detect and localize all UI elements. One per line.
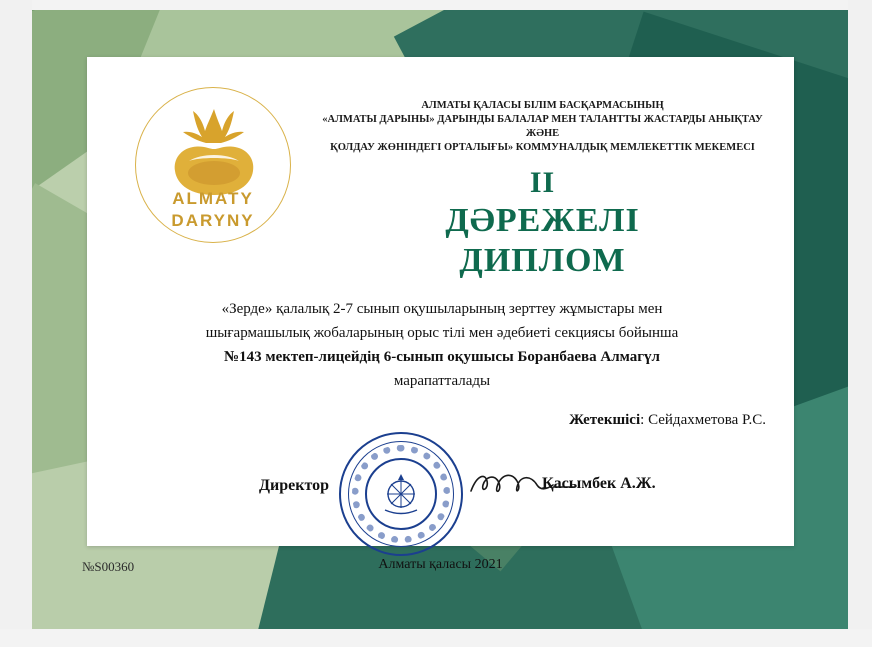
page-margin-top bbox=[0, 0, 872, 10]
almaty-daryny-logo bbox=[115, 87, 311, 262]
organization-header bbox=[315, 99, 770, 155]
diploma-body bbox=[147, 297, 737, 393]
serial-number: №S00360 bbox=[82, 559, 135, 574]
diploma-title bbox=[315, 165, 770, 281]
page-margin-right bbox=[848, 0, 872, 647]
page-margin-left bbox=[0, 0, 32, 647]
org-line-3: ҚОЛДАУ ЖӨНІНДЕГІ ОРТАЛЫҒЫ» КОММУНАЛДЫҚ МЕМЛЕКЕТТІК МЕКЕМЕСІ bbox=[330, 142, 755, 153]
tulip-apple-icon bbox=[159, 103, 269, 199]
org-line-2: «АЛМАТЫ ДАРЫНЫ» ДАРЫНДЫ БАЛАЛАР МЕН ТАЛАНТТЫ ЖАСТАРДЫ АНЫҚТАУ ЖӘНЕ bbox=[322, 114, 763, 139]
diploma-title-line2: ДИПЛОМ bbox=[459, 242, 626, 279]
director-name: Қасымбек А.Ж. bbox=[542, 475, 656, 492]
page-margin-bottom bbox=[0, 629, 872, 647]
body-line-3-recipient: №143 мектеп-лицейдің 6-сынып оқушысы Боранбаева Алмагүл bbox=[224, 349, 660, 365]
supervisor-label: Жетекшісі bbox=[569, 412, 641, 428]
state-emblem-icon bbox=[379, 470, 423, 518]
body-line-4: марапатталады bbox=[393, 373, 491, 389]
supervisor-line bbox=[569, 412, 766, 429]
body-line-1: «Зерде» қалалық 2-7 сынып оқушыларының зерттеу жұмыстары мен bbox=[221, 301, 663, 317]
org-line-1: АЛМАТЫ ҚАЛАСЫ БІЛІМ БАСҚАРМАСЫНЫҢ bbox=[421, 100, 664, 111]
logo-text-line1: ALMATY bbox=[172, 189, 254, 208]
logo-text-line2: DARYNY bbox=[171, 211, 255, 230]
official-stamp bbox=[339, 432, 463, 556]
director-label: Директор bbox=[259, 477, 329, 494]
supervisor-separator: : bbox=[640, 412, 649, 428]
city-year: Алматы қаласы 2021 bbox=[378, 557, 503, 572]
diploma-title-line1: ДӘРЕЖЕЛІ bbox=[445, 202, 640, 239]
diploma-degree: II bbox=[529, 166, 556, 199]
certificate-background bbox=[32, 10, 848, 629]
supervisor-name: Сейдахметова Р.С. bbox=[648, 412, 766, 428]
body-line-2: шығармашылық жобаларының орыс тілі мен әдебиеті секциясы бойынша bbox=[205, 325, 679, 341]
